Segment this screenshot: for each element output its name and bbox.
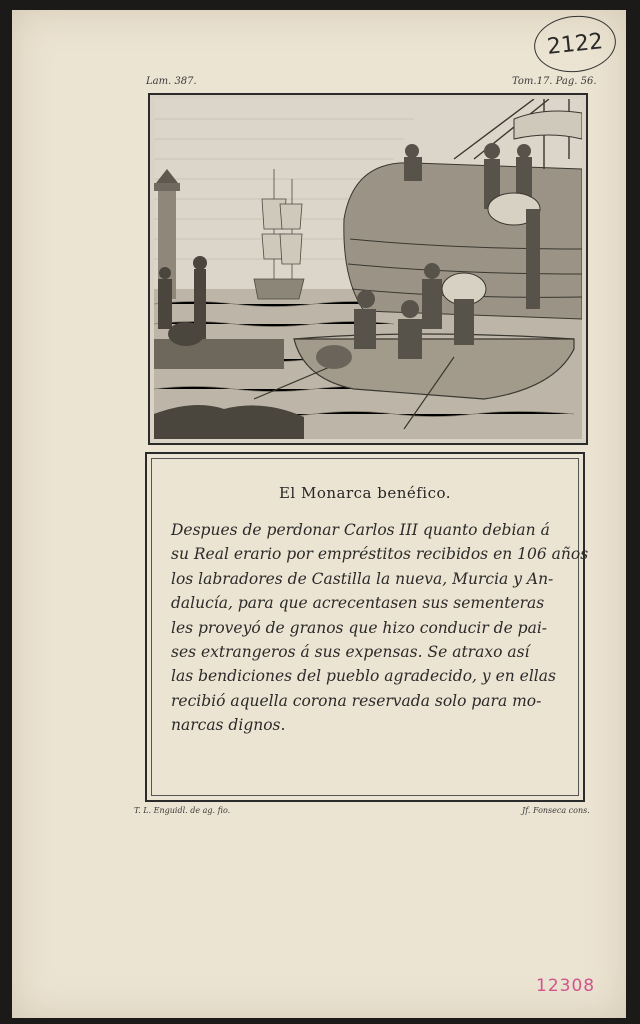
caption-line: los labradores de Castilla la nueva, Murcia y An-: [171, 569, 554, 588]
inventory-number: 12308: [536, 976, 596, 996]
caption-line: Despues de perdonar Carlos III quanto debian á: [171, 521, 550, 539]
volume-label: Tom.17. Pag. 56.: [512, 76, 597, 87]
caption-line: su Real erario por empréstitos recibidos en 106 años: [171, 545, 589, 564]
caption-line: ses extrangeros á sus expensas. Se atraxo así: [171, 643, 530, 662]
caption-line: recibió aquella corona reservada solo para mo-: [171, 691, 542, 710]
harbor-scene-drawing: [154, 99, 582, 439]
engraver-credit-right: Jf. Fonseca cons.: [522, 806, 590, 815]
engraver-credit-left: T. L. Enguidl. de ag. fio.: [134, 806, 231, 815]
caption-line: dalucía, para que acrecentasen sus sementeras: [171, 594, 545, 613]
caption-line: les proveyó de granos que hizo conducir de pai-: [171, 618, 548, 637]
engraving-illustration: [148, 93, 588, 445]
caption-panel: [145, 452, 589, 802]
archive-number: 2122: [545, 28, 605, 60]
caption-line: narcas dignos.: [171, 716, 286, 735]
plate-label: Lam. 387.: [146, 76, 197, 87]
caption-body: [171, 518, 589, 738]
caption-line: las bendiciones del pueblo agradecido, y en ellas: [171, 667, 556, 686]
caption-title: El Monarca benéfico.: [278, 484, 452, 502]
